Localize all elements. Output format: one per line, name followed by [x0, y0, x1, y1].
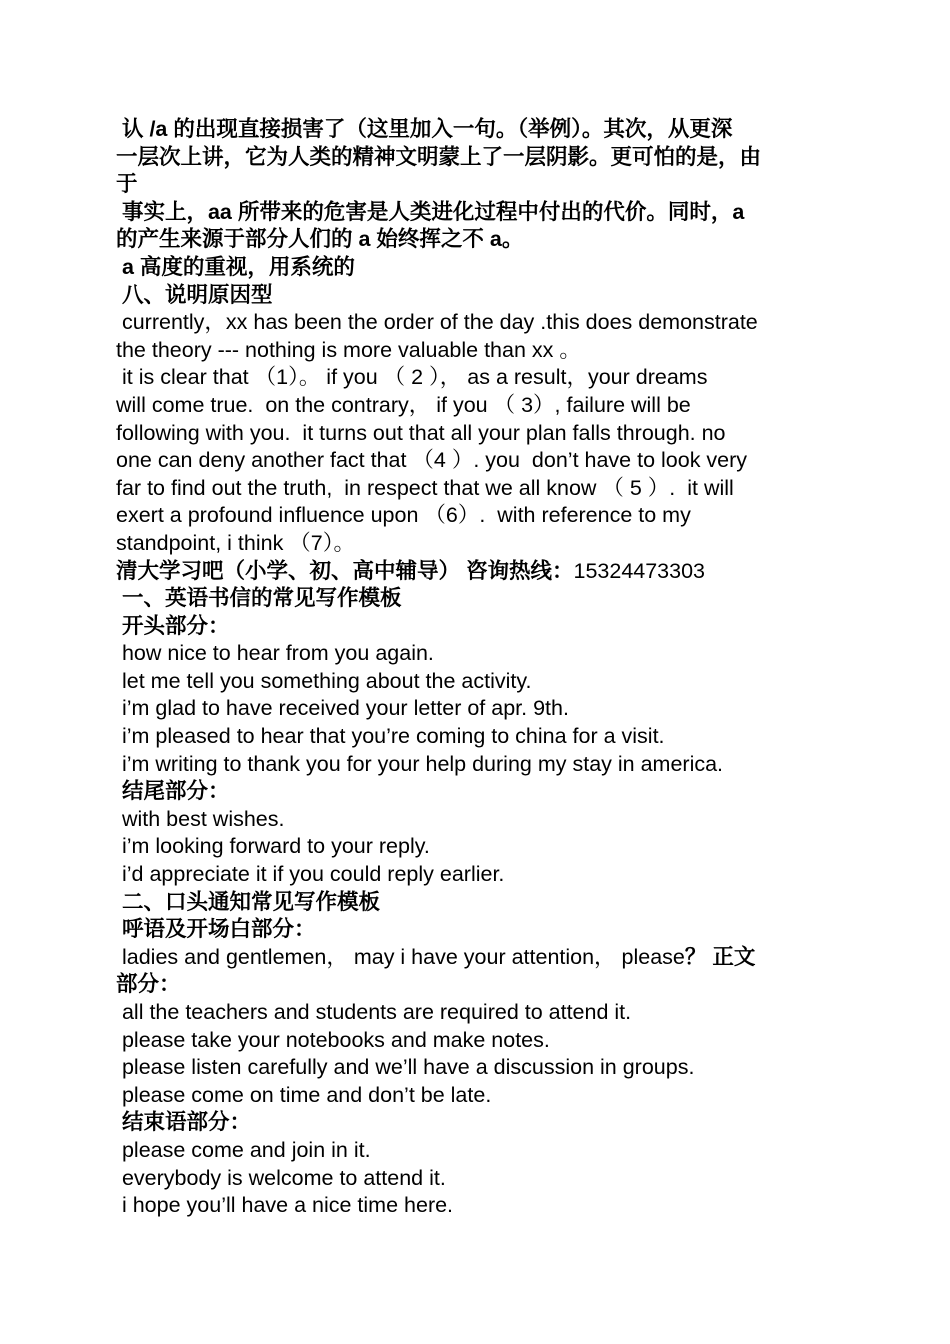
text-line: 一层次上讲，它为人类的精神文明蒙上了一层阴影。更可怕的是，由 — [116, 144, 762, 169]
text-line: following with you. it turns out that all your plan falls through. no — [116, 420, 726, 445]
text-line: 认 /a 的出现直接损害了（这里加入一句。（举例）。其次，从更深 — [116, 117, 733, 141]
text-line: please listen carefully and we’ll have a discussion in groups. — [116, 1055, 695, 1080]
text-segment: 15324473303 — [573, 558, 706, 583]
text-line: 结尾部分： — [116, 779, 230, 804]
text-line: i’m glad to have received your letter of apr. 9th. — [116, 696, 569, 721]
text-line: 的产生来源于部分人们的 a 始终挥之不 a。 — [116, 227, 524, 252]
text-line: i’m looking forward to your reply. — [116, 834, 430, 859]
text-line: standpoint, i think （7）。 — [116, 530, 356, 555]
text-line: 呼语及开场白部分： — [116, 917, 316, 942]
text-line: exert a profound influence upon （6）. with reference to my — [116, 503, 691, 528]
text-line: currently，xx has been the order of the day .this does demonstrate — [116, 310, 758, 335]
text-segment: 清大学习吧（小学、初、高中辅导） 咨询热线： — [116, 558, 574, 583]
text-line: 开头部分： — [116, 613, 230, 638]
text-line: 部分： — [116, 972, 181, 997]
text-line: one can deny another fact that （4 ）. you don’t have to look very — [116, 448, 748, 473]
text-line: with best wishes. — [116, 806, 285, 831]
text-line: 结束语部分： — [116, 1110, 251, 1135]
text-line: i’m writing to thank you for your help during my stay in america. — [116, 751, 724, 776]
text-line: 八、说明原因型 — [116, 282, 273, 307]
text-line: i hope you’ll have a nice time here. — [116, 1193, 454, 1218]
text-line — [116, 558, 836, 586]
text-line: it is clear that （1）。 if you （ 2 ）， as a result，your dreams — [116, 365, 708, 390]
text-line: 于 — [116, 172, 138, 197]
text-line: i’m pleased to hear that you’re coming to china for a visit. — [116, 724, 665, 749]
text-line: i’d appreciate it if you could reply earlier. — [116, 862, 505, 887]
text-segment: ？ 正文 — [684, 944, 756, 969]
text-line: let me tell you something about the activity. — [116, 668, 532, 693]
text-line: please take your notebooks and make notes. — [116, 1027, 550, 1052]
text-line: please come and join in it. — [116, 1137, 371, 1162]
text-segment: ladies and gentlemen， may i have your attention， please — [116, 944, 685, 969]
text-line: everybody is welcome to attend it. — [116, 1165, 446, 1190]
text-line: all the teachers and students are required to attend it. — [116, 1000, 632, 1024]
text-line: please come on time and don’t be late. — [116, 1082, 492, 1107]
text-line: will come true. on the contrary， if you （ 3）, failure will be — [116, 392, 691, 417]
document-page — [116, 116, 836, 1220]
text-line: 事实上，aa 所带来的危害是人类进化过程中付出的代价。同时，a — [116, 199, 745, 224]
text-line: a 高度的重视，用系统的 — [116, 254, 355, 279]
text-line: how nice to hear from you again. — [116, 641, 434, 666]
text-line — [116, 944, 836, 972]
text-line: 一、英语书信的常见写作模板 — [116, 586, 402, 611]
text-line: far to find out the truth, in respect that we all know （ 5 ）. it will — [116, 475, 734, 500]
text-line: 二、口头通知常见写作模板 — [116, 889, 380, 914]
text-line: the theory --- nothing is more valuable than xx 。 — [116, 337, 581, 362]
